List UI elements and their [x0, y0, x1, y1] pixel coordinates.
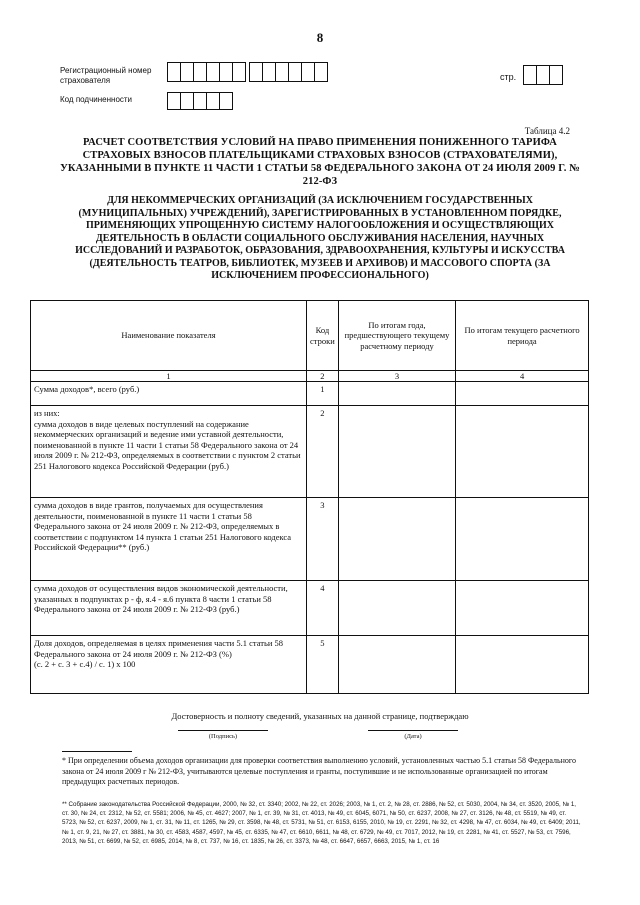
column-number-row: [31, 371, 589, 382]
table-row: [31, 498, 589, 581]
value-cell-previous[interactable]: [338, 498, 455, 581]
page-number-field[interactable]: [523, 65, 562, 85]
reg-number-field[interactable]: [167, 62, 327, 82]
header-current-period: По итогам текущего расчетного периода: [456, 301, 589, 371]
table-row: [31, 636, 589, 694]
value-cell-previous[interactable]: [338, 406, 455, 498]
row-name: Доля доходов, определяемая в целях применения части 5.1 статьи 58 Федерального закона от 24 июля 2009 г. № 212-ФЗ (%) (с. 2 + с. 3 + с.4) / с. 1) х 100: [31, 636, 307, 694]
value-cell-previous[interactable]: [338, 636, 455, 694]
table-header-row: [31, 301, 589, 371]
header-indicator-name: Наименование показателя: [31, 301, 307, 371]
footnote-1: * При определении объема доходов организации для проверки соответствия выполнению условий, установленных частью 5.1 статьи 58 Федерального закона от 24 июля 2009 г № 212-ФЗ, учитываются целевые поступления и гранты, поступившие и не использованные организацией по итогам предыдущих расчетных периодов.: [62, 756, 576, 786]
footnote-divider: [62, 751, 132, 752]
confirmation-text: Достоверность и полноту сведений, указанных на данной странице, подтверждаю: [171, 711, 469, 721]
page-label: стр.: [500, 72, 517, 82]
row-name: Сумма доходов*, всего (руб.): [31, 382, 307, 406]
subordination-code-label: Код подчиненности: [60, 95, 133, 104]
signature-line[interactable]: [178, 730, 268, 731]
date-line[interactable]: [368, 730, 458, 731]
value-cell-current[interactable]: [456, 498, 589, 581]
table-row: [31, 382, 589, 406]
reg-number-label: Регистрационный номер страхователя: [60, 66, 152, 85]
footnote-2: ** Собрание законодательства Российской Федерации, 2000, № 32, ст. 3340; 2002, № 22, ст. 2026; 2003, № 1, ст. 2, № 28, ст. 2886, № 52, ст. 5030, 2004, № 34, ст. 3520, 2005, № 1, ст. 30, № 24, ст. 2312, № 52, ст. 5581; 2006, № 45, ст. 4627; 2007, № 1, ст. 39, № 31, ст. 4013, № 49, ст. 6045, 6071, № 50, ст. 6237, 2008, № 27, ст. 3126, № 48, ст. 5519, № 49, ст. 5723, № 52, ст. 6237, 2009, № 1, ст. 31, № 11, ст. 1265, № 29, ст. 3598, № 48, ст. 5731, № 51, ст. 6153, 6155, 2010, № 19, ст. 2291, № 32, ст. 4298, № 47, ст. 6034, № 49, ст. 6409; 2011, № 1, ст. 9, 21, № 27, ст. 3881, № 30, ст. 4583, 4587, 4597, № 45, ст. 6335, № 47, ст. 6610, 6611, № 48, ст. 6729, № 49, ст. 7017, 2012, № 19, ст. 2281, № 41, ст. 5527, № 53, ст. 7596, 2013, № 51, ст. 6699, № 52, ст. 6985, 2014, № 8, ст. 737, № 16, ст. 1835, № 26, ст. 3373, № 48, ст. 6647, 6657, 6663, 2015, № 1, ст. 16: [62, 801, 581, 845]
row-code: 2: [307, 406, 339, 498]
value-cell-previous[interactable]: [338, 581, 455, 636]
row-code: 5: [307, 636, 339, 694]
row-code: 4: [307, 581, 339, 636]
column-number: 4: [456, 371, 589, 382]
value-cell-current[interactable]: [456, 382, 589, 406]
header-previous-year: По итогам года, предшествующего текущему расчетному периоду: [338, 301, 455, 371]
document-title: РАСЧЕТ СООТВЕТСТВИЯ УСЛОВИЙ НА ПРАВО ПРИМЕНЕНИЯ ПОНИЖЕННОГО ТАРИФА СТРАХОВЫХ ВЗНОСОВ ПЛАТЕЛЬЩИКАМИ СТРАХОВЫХ ВЗНОСОВ (СТРАХОВАТЕЛЯМИ), УКАЗАННЫМИ В ПУНКТЕ 11 ЧАСТИ 1 СТАТЬИ 58 ФЕДЕРАЛЬНОГО ЗАКОНА ОТ 24 ИЮЛЯ 2009 Г. № 212-ФЗ: [60, 137, 580, 187]
column-number: 2: [307, 371, 339, 382]
value-cell-current[interactable]: [456, 406, 589, 498]
value-cell-current[interactable]: [456, 636, 589, 694]
row-name: сумма доходов в виде грантов, получаемых для осуществления деятельности, поименованной в пункте 11 части 1 статьи 58 Федерального закона от 24 июля 2009 г. № 212-ФЗ, определяемых в соответствии с подпунктом 14 пункта 1 статьи 251 Налогового кодекса Российской Федерации** (руб.): [31, 498, 307, 581]
page-number: 8: [316, 30, 324, 45]
row-name: сумма доходов от осуществления видов экономической деятельности, указанных в подпунктах р - ф, я.4 - я.6 пункта 8 части 1 статьи 58 Федерального закона от 24 июля 2009 г. № 212-ФЗ (руб.): [31, 581, 307, 636]
date-label: (Дата): [404, 733, 422, 740]
value-cell-current[interactable]: [456, 581, 589, 636]
table-number: Таблица 4.2: [524, 126, 570, 136]
column-number: 1: [31, 371, 307, 382]
column-number: 3: [338, 371, 455, 382]
row-code: 1: [307, 382, 339, 406]
row-code: 3: [307, 498, 339, 581]
table-row: [31, 581, 589, 636]
value-cell-previous[interactable]: [338, 382, 455, 406]
calculation-table: [30, 300, 589, 694]
header-line-code: Код строки: [307, 301, 339, 371]
signature-label: (Подпись): [208, 733, 238, 740]
row-name: из них: сумма доходов в виде целевых поступлений на содержание некоммерческих организаций и ведение ими уставной деятельности, поименованной в пункте 11 части 1 статьи 58 Федерального закона от 24 июля 2009 г. № 212-ФЗ, определяемых в соответствии с пунктом 2 статьи 251 Налогового кодекса Российской Федерации (руб.): [31, 406, 307, 498]
subordination-code-field[interactable]: [167, 92, 232, 110]
document-subtitle: ДЛЯ НЕКОММЕРЧЕСКИХ ОРГАНИЗАЦИЙ (ЗА ИСКЛЮЧЕНИЕМ ГОСУДАРСТВЕННЫХ (МУНИЦИПАЛЬНЫХ) УЧРЕЖДЕНИЙ), ЗАРЕГИСТРИРОВАННЫХ В УСТАНОВЛЕННОМ ПОРЯДКЕ, ПРИМЕНЯЮЩИХ УПРОЩЕННУЮ СИСТЕМУ НАЛОГООБЛОЖЕНИЯ И ОСУЩЕСТВЛЯЮЩИХ ДЕЯТЕЛЬНОСТЬ В ОБЛАСТИ СОЦИАЛЬНОГО ОБСЛУЖИВАНИЯ НАСЕЛЕНИЯ, НАУЧНЫХ ИССЛЕДОВАНИЙ И РАЗРАБОТОК, ОБРАЗОВАНИЯ, ЗДРАВООХРАНЕНИЯ, КУЛЬТУРЫ И ИСКУССТВА (ДЕЯТЕЛЬНОСТЬ ТЕАТРОВ, БИБЛИОТЕК, МУЗЕЕВ И АРХИВОВ) И МАССОВОГО СПОРТА (ЗА ИСКЛЮЧЕНИЕМ ПРОФЕССИОНАЛЬНОГО): [75, 195, 565, 281]
table-row: [31, 406, 589, 498]
